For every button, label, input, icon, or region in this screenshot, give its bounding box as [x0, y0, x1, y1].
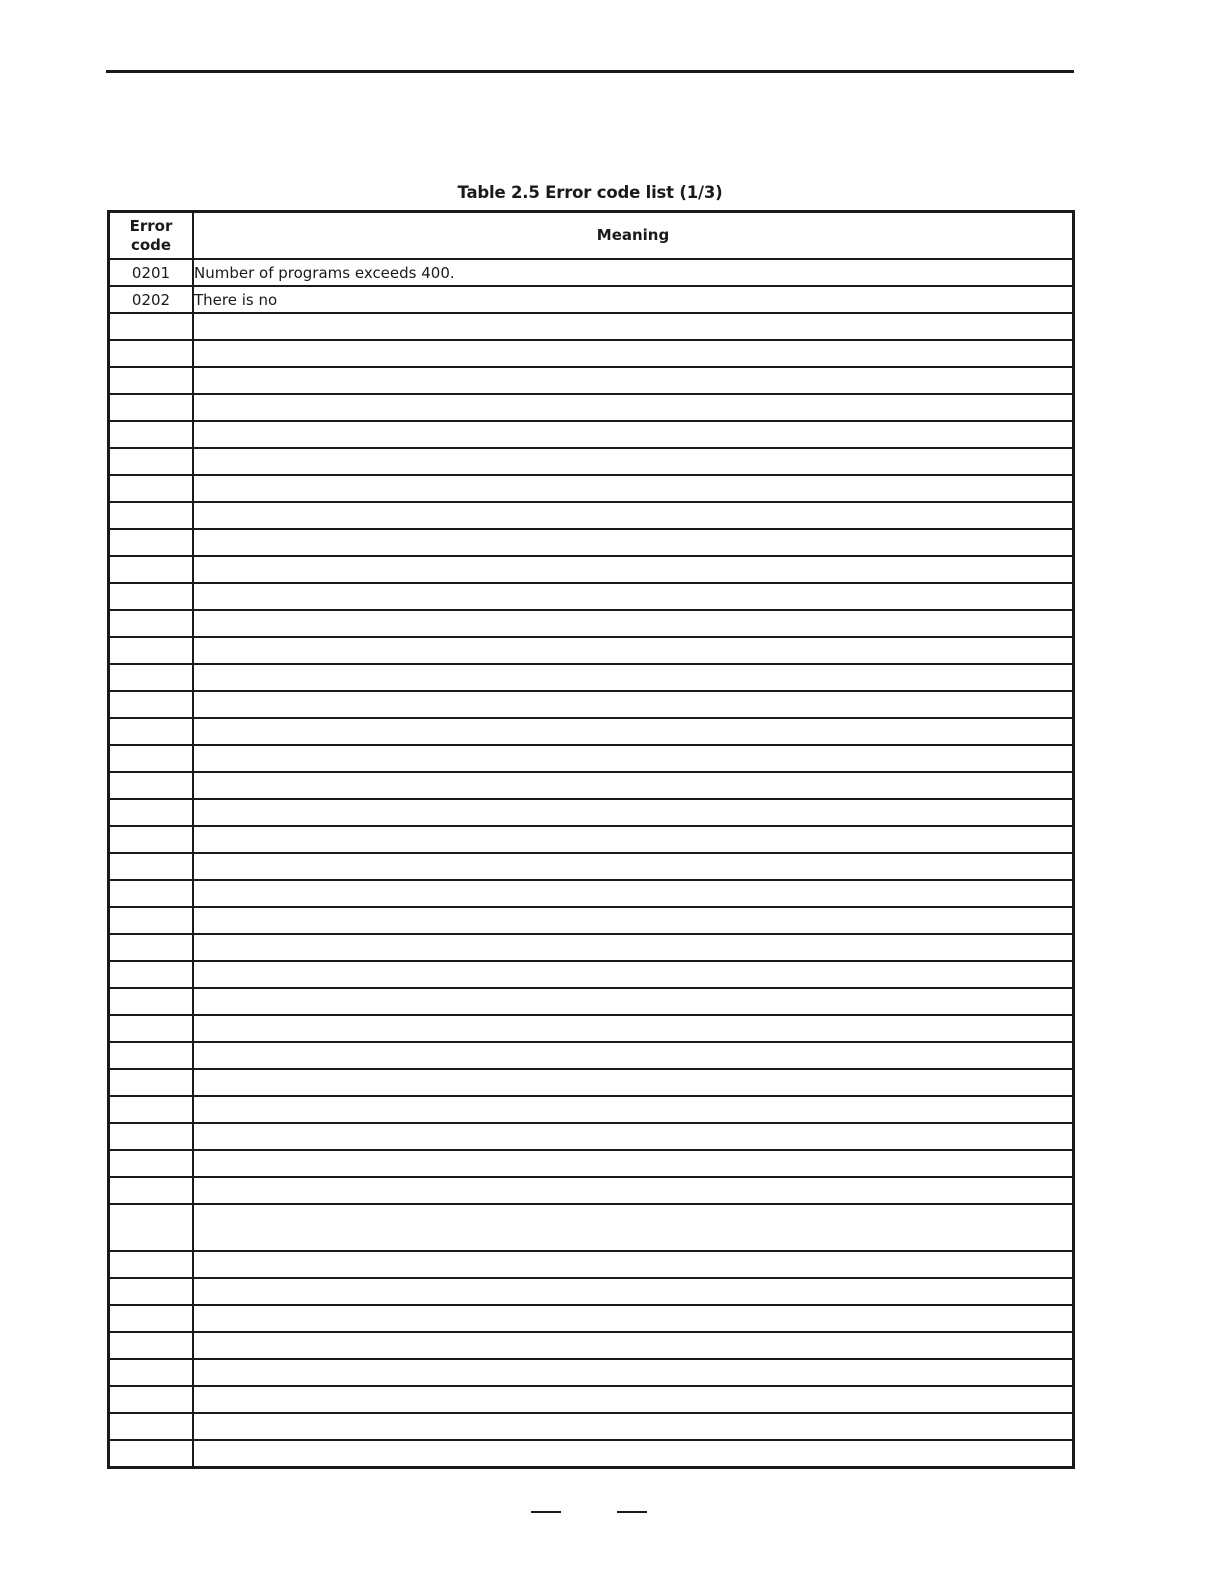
meaning-cell [193, 529, 1074, 556]
meaning-cell [193, 448, 1074, 475]
footer-left-mark [531, 1511, 561, 1513]
error-code-cell [109, 367, 194, 394]
empty-table-row [109, 502, 1074, 529]
error-code-cell [109, 340, 194, 367]
empty-table-row [109, 1204, 1074, 1251]
empty-table-row [109, 1042, 1074, 1069]
error-code-cell [109, 961, 194, 988]
error-code-cell [109, 1251, 194, 1278]
meaning-cell [193, 664, 1074, 691]
error-code-cell: 0202 [109, 286, 194, 313]
empty-table-row [109, 664, 1074, 691]
meaning-cell [193, 610, 1074, 637]
error-code-table [107, 210, 1075, 1469]
empty-table-row [109, 934, 1074, 961]
empty-table-row [109, 1150, 1074, 1177]
empty-table-row [109, 610, 1074, 637]
meaning-cell [193, 1069, 1074, 1096]
meaning-cell [193, 1440, 1074, 1468]
error-code-cell [109, 1440, 194, 1468]
error-code-cell [109, 1413, 194, 1440]
empty-table-row [109, 1251, 1074, 1278]
error-code-cell [109, 1278, 194, 1305]
meaning-cell [193, 799, 1074, 826]
meaning-cell [193, 1305, 1074, 1332]
table-row [109, 286, 1074, 313]
meaning-cell [193, 313, 1074, 340]
empty-table-row [109, 1440, 1074, 1468]
empty-table-row [109, 313, 1074, 340]
table-header-row [109, 212, 1074, 260]
error-code-cell [109, 1386, 194, 1413]
error-code-cell [109, 934, 194, 961]
meaning-cell [193, 718, 1074, 745]
empty-table-row [109, 1359, 1074, 1386]
error-code-cell [109, 826, 194, 853]
error-code-cell [109, 529, 194, 556]
meaning-cell [193, 1096, 1074, 1123]
meaning-cell [193, 745, 1074, 772]
error-code-cell [109, 421, 194, 448]
error-code-cell [109, 448, 194, 475]
meaning-cell [193, 1204, 1074, 1251]
meaning-cell [193, 1177, 1074, 1204]
error-code-cell [109, 1204, 194, 1251]
error-code-cell [109, 1015, 194, 1042]
error-code-cell [109, 394, 194, 421]
meaning-cell [193, 340, 1074, 367]
meaning-cell [193, 853, 1074, 880]
error-code-cell [109, 907, 194, 934]
table-caption: Table 2.5 Error code list (1/3) [457, 183, 723, 202]
error-code-cell [109, 1096, 194, 1123]
meaning-cell [193, 961, 1074, 988]
meaning-cell [193, 1015, 1074, 1042]
meaning-cell [193, 475, 1074, 502]
error-code-cell [109, 1069, 194, 1096]
column-header-error-code: Error code [109, 212, 194, 260]
empty-table-row [109, 961, 1074, 988]
empty-table-row [109, 853, 1074, 880]
error-code-cell [109, 853, 194, 880]
empty-table-row [109, 394, 1074, 421]
top-rule [106, 70, 1074, 73]
meaning-cell [193, 556, 1074, 583]
meaning-cell [193, 1042, 1074, 1069]
error-code-cell [109, 1042, 194, 1069]
empty-table-row [109, 772, 1074, 799]
error-code-cell [109, 1332, 194, 1359]
meaning-cell [193, 691, 1074, 718]
empty-table-row [109, 421, 1074, 448]
error-code-cell [109, 475, 194, 502]
table-body [109, 259, 1074, 1468]
empty-table-row [109, 475, 1074, 502]
empty-table-row [109, 1305, 1074, 1332]
error-code-cell [109, 637, 194, 664]
meaning-cell [193, 907, 1074, 934]
meaning-cell [193, 934, 1074, 961]
error-code-cell [109, 799, 194, 826]
error-code-cell [109, 691, 194, 718]
meaning-cell [193, 367, 1074, 394]
meaning-cell [193, 1251, 1074, 1278]
meaning-cell [193, 772, 1074, 799]
meaning-cell [193, 637, 1074, 664]
empty-table-row [109, 1123, 1074, 1150]
empty-table-row [109, 826, 1074, 853]
meaning-cell [193, 1386, 1074, 1413]
error-code-cell [109, 880, 194, 907]
table-row [109, 259, 1074, 286]
meaning-cell: There is no [193, 286, 1074, 313]
meaning-cell [193, 421, 1074, 448]
empty-table-row [109, 637, 1074, 664]
meaning-cell [193, 583, 1074, 610]
meaning-cell [193, 394, 1074, 421]
footer-right-mark [617, 1511, 647, 1513]
empty-table-row [109, 1413, 1074, 1440]
meaning-cell [193, 1150, 1074, 1177]
empty-table-row [109, 1096, 1074, 1123]
meaning-cell [193, 1413, 1074, 1440]
empty-table-row [109, 907, 1074, 934]
empty-table-row [109, 340, 1074, 367]
empty-table-row [109, 745, 1074, 772]
error-code-cell [109, 556, 194, 583]
empty-table-row [109, 1386, 1074, 1413]
error-code-cell [109, 583, 194, 610]
empty-table-row [109, 583, 1074, 610]
meaning-cell [193, 826, 1074, 853]
meaning-cell [193, 880, 1074, 907]
meaning-cell [193, 1359, 1074, 1386]
error-code-cell [109, 502, 194, 529]
error-code-cell [109, 1177, 194, 1204]
error-code-cell [109, 988, 194, 1015]
error-code-cell [109, 610, 194, 637]
error-code-cell [109, 1150, 194, 1177]
error-code-cell [109, 1123, 194, 1150]
error-code-cell [109, 664, 194, 691]
meaning-cell [193, 1278, 1074, 1305]
error-code-cell [109, 1359, 194, 1386]
error-code-cell [109, 1305, 194, 1332]
empty-table-row [109, 691, 1074, 718]
empty-table-row [109, 367, 1074, 394]
empty-table-row [109, 1015, 1074, 1042]
error-code-cell [109, 772, 194, 799]
error-code-cell: 0201 [109, 259, 194, 286]
meaning-cell [193, 502, 1074, 529]
empty-table-row [109, 1177, 1074, 1204]
empty-table-row [109, 718, 1074, 745]
meaning-cell [193, 988, 1074, 1015]
column-header-meaning: Meaning [193, 212, 1074, 260]
error-code-cell [109, 313, 194, 340]
empty-table-row [109, 988, 1074, 1015]
error-code-cell [109, 718, 194, 745]
empty-table-row [109, 880, 1074, 907]
empty-table-row [109, 799, 1074, 826]
empty-table-row [109, 1069, 1074, 1096]
empty-table-row [109, 448, 1074, 475]
meaning-cell [193, 1332, 1074, 1359]
empty-table-row [109, 529, 1074, 556]
meaning-cell: Number of programs exceeds 400. [193, 259, 1074, 286]
empty-table-row [109, 1332, 1074, 1359]
empty-table-row [109, 556, 1074, 583]
error-code-cell [109, 745, 194, 772]
empty-table-row [109, 1278, 1074, 1305]
meaning-cell [193, 1123, 1074, 1150]
